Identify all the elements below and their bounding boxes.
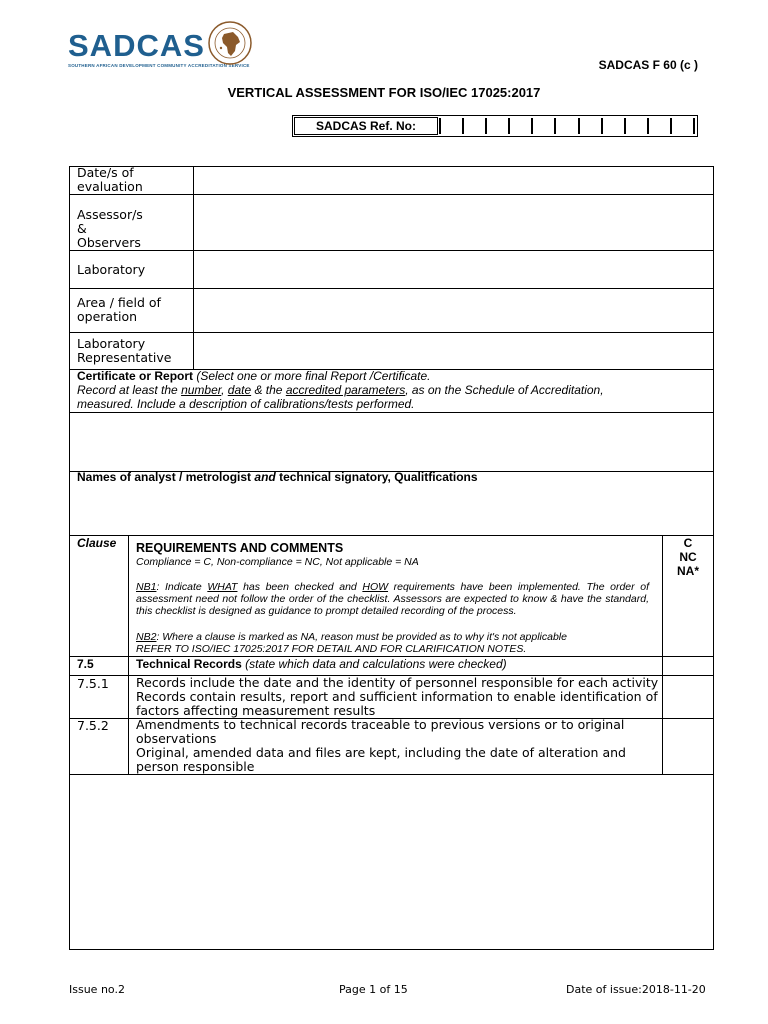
certificate-heading-note: (Select one or more final Report /Certificate. [193, 369, 431, 383]
area-field[interactable] [194, 289, 713, 332]
footer-issue: Issue no.2 [69, 983, 125, 996]
ref-digit-cell[interactable] [485, 118, 508, 134]
nb1-label: NB1 [136, 581, 157, 593]
certificate-text: & the [251, 383, 286, 397]
ref-digit-cell[interactable] [554, 118, 577, 134]
names-heading-text: Names of analyst / metrologist [77, 470, 255, 484]
date-label [77, 166, 143, 194]
area-label-line: operation [77, 309, 138, 324]
refer-note: REFER TO ISO/IEC 17025:2017 FOR DETAIL AND FOR CLARIFICATION NOTES. [136, 643, 527, 655]
nb2-note [136, 631, 649, 643]
representative-field[interactable] [194, 333, 713, 369]
column-divider [128, 535, 129, 774]
form-code: SADCAS F 60 (c ) [598, 58, 698, 72]
assessor-label-line: Assessor/s [77, 207, 143, 222]
ref-number-label: SADCAS Ref. No: [294, 117, 438, 135]
requirement-text-line: Amendments to technical records traceable to previous versions or to original observations [136, 717, 625, 746]
certificate-number-term: number [181, 383, 222, 397]
ref-digit-cell[interactable] [624, 118, 647, 134]
laboratory-label: Laboratory [77, 262, 146, 277]
africa-map-emblem-icon [207, 20, 253, 66]
ref-digit-cell[interactable] [508, 118, 531, 134]
clause-header: Clause [77, 536, 117, 550]
document-title: VERTICAL ASSESSMENT FOR ISO/IEC 17025:2017 [227, 85, 541, 100]
section-title-note: (state which data and calculations were checked) [241, 657, 507, 671]
clause-number: 7.5.2 [77, 718, 109, 733]
clause-number: 7.5.1 [77, 676, 109, 691]
nb2-label: NB2 [136, 631, 157, 643]
comments-field[interactable] [70, 775, 713, 949]
logo-subtitle: SOUTHERN AFRICAN DEVELOPMENT COMMUNITY ACCREDITATION SERVICE [68, 63, 250, 68]
compliance-c: C [683, 536, 693, 550]
area-label [77, 296, 161, 324]
nb1-note [136, 581, 649, 617]
certificate-heading: Certificate or Report [77, 369, 194, 383]
names-heading [77, 470, 478, 484]
footer-date: Date of issue:2018-11-20 [566, 983, 706, 996]
nb1-how: HOW [362, 581, 389, 593]
ref-digit-cell[interactable] [647, 118, 670, 134]
nb2-text: : Where a clause is marked as NA, reason must be provided as to why it's not applicable [156, 631, 567, 643]
row-divider [69, 535, 714, 536]
certificate-params-term: accredited parameters [285, 383, 406, 397]
nb1-text: : Indicate [156, 581, 208, 593]
compliance-na: NA* [676, 564, 699, 578]
requirement-text: Records include the date and the identity of personnel responsible for each activity Records contain results, report and sufficient information to enable identification of factors affecting measurement results [136, 675, 659, 718]
representative-label-line: Laboratory [77, 336, 146, 351]
certificate-field[interactable] [70, 413, 713, 471]
nb1-text: requirements have been implemented. The order of assessment need not follow the order of the checklist. Assessors are expected to know & have the standard, this checklist is designed as guidance to prompt detailed recording of the process. [136, 581, 649, 617]
assessors-field[interactable] [194, 195, 713, 250]
compliance-cell[interactable] [663, 657, 713, 675]
names-heading-and: and [254, 470, 276, 484]
certificate-text: measured. Include a description of calibrations/tests performed. [77, 397, 415, 411]
certificate-date-term: date [227, 383, 252, 397]
requirement-text-line: Original, amended data and files are kept, including the date of alteration and person responsible [136, 745, 626, 774]
ref-digit-cell[interactable] [578, 118, 601, 134]
representative-label-line: Representative [77, 350, 172, 365]
ref-number-box [292, 115, 698, 137]
assessor-label [77, 208, 143, 250]
ref-digit-cell[interactable] [670, 118, 695, 134]
ref-digit-cell[interactable] [601, 118, 624, 134]
logo-wordmark: SADCAS [68, 28, 205, 63]
certificate-instructions [77, 369, 604, 411]
assessor-label-line: & [77, 221, 87, 236]
section-title-text: Technical Records [136, 657, 242, 671]
requirements-title: REQUIREMENTS AND COMMENTS [136, 541, 344, 555]
compliance-cell[interactable] [663, 676, 713, 718]
ref-digit-cell[interactable] [462, 118, 485, 134]
names-field[interactable] [70, 488, 713, 535]
date-field[interactable] [194, 167, 713, 194]
nb1-text: has been checked and [237, 581, 363, 593]
laboratory-field[interactable] [194, 251, 713, 288]
footer-page: Page 1 of 15 [339, 983, 408, 996]
requirement-text [136, 718, 661, 774]
names-heading-text: technical signatory, Qualitfications [275, 470, 478, 484]
ref-digit-cell[interactable] [439, 118, 462, 134]
compliance-column-header [663, 536, 713, 578]
nb1-what: WHAT [207, 581, 238, 593]
certificate-text: , as on the Schedule of Accreditation, [405, 383, 604, 397]
ref-digit-cell[interactable] [531, 118, 554, 134]
certificate-text: Record at least the [77, 383, 182, 397]
sadcas-logo [68, 20, 258, 72]
assessor-label-line: Observers [77, 235, 141, 250]
date-label-line: evaluation [77, 179, 143, 194]
compliance-legend: Compliance = C, Non-compliance = NC, Not applicable = NA [136, 556, 419, 568]
certificate-text: , [221, 383, 228, 397]
area-label-line: Area / field of [77, 295, 161, 310]
representative-label [77, 337, 171, 365]
compliance-cell[interactable] [663, 719, 713, 774]
section-title [136, 657, 661, 671]
compliance-nc: NC [679, 550, 697, 564]
clause-number: 7.5 [77, 657, 94, 671]
date-label-line: Date/s of [77, 165, 134, 180]
